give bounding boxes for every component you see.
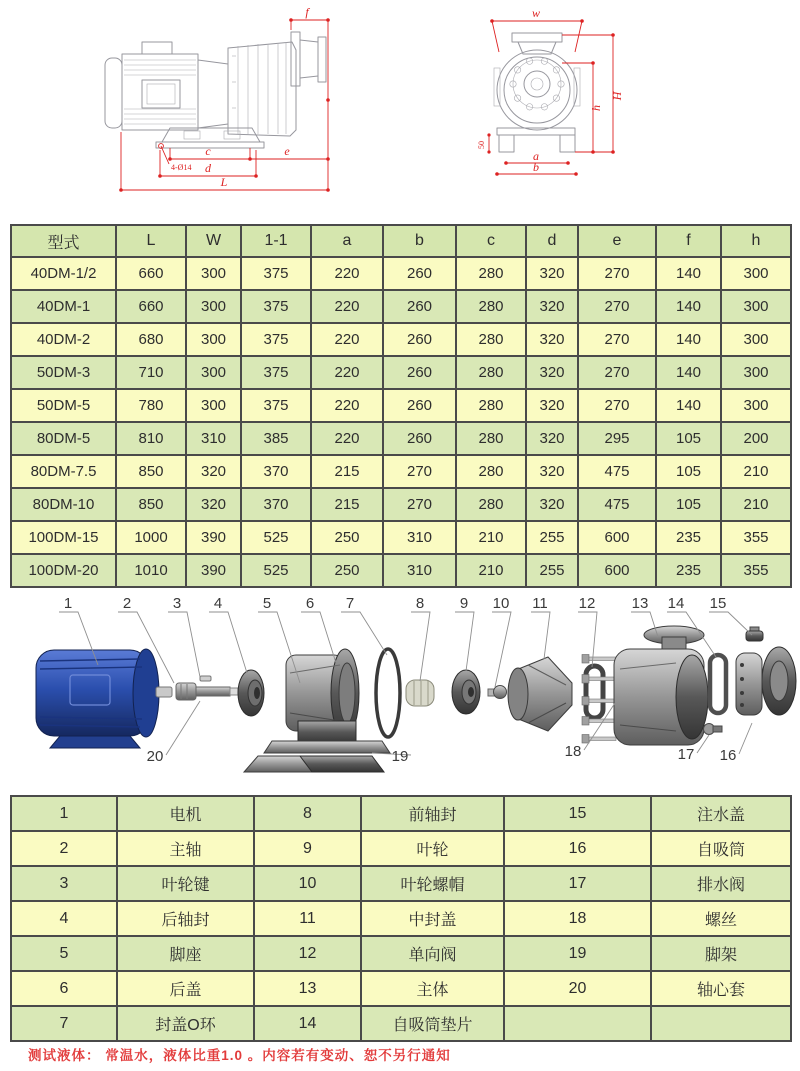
dim-label-a: a (533, 149, 539, 163)
parts-list-table (10, 795, 792, 1042)
dim-table-row (11, 554, 791, 587)
front-seal-illustration (406, 680, 434, 706)
part-number-callout: 12 (578, 595, 596, 612)
dim-value-cell: 370 (241, 488, 311, 521)
dim-col-header: d (526, 225, 578, 257)
dim-value-cell: 300 (186, 356, 241, 389)
dim-value-cell: 300 (721, 323, 791, 356)
dim-value-cell: 385 (241, 422, 311, 455)
dim-value-cell: 370 (241, 455, 311, 488)
dim-value-cell: 1000 (116, 521, 186, 554)
dim-value-cell: 375 (241, 356, 311, 389)
dim-value-cell: 475 (578, 455, 656, 488)
dim-value-cell: 280 (456, 389, 526, 422)
middle-cover-illustration (508, 657, 572, 731)
part-number-cell: 2 (11, 831, 117, 866)
dim-value-cell: 300 (186, 290, 241, 323)
dim-col-header: W (186, 225, 241, 257)
model-cell: 50DM-3 (11, 356, 116, 389)
dim-value-cell: 220 (311, 389, 383, 422)
dim-value-cell: 270 (383, 488, 456, 521)
callout-leader-line (739, 723, 752, 754)
part-name-cell: 后盖 (117, 971, 254, 1006)
dimension-table (10, 224, 792, 588)
dim-value-cell: 390 (186, 521, 241, 554)
dim-value-cell: 200 (721, 422, 791, 455)
dim-value-cell: 810 (116, 422, 186, 455)
dim-label-f: f (305, 5, 309, 19)
dim-label-d: d (205, 161, 211, 175)
model-cell: 40DM-1/2 (11, 257, 116, 290)
dim-value-cell: 270 (578, 323, 656, 356)
dim-value-cell: 220 (311, 422, 383, 455)
part-number-cell: 12 (254, 936, 361, 971)
dim-col-header: 1-1 (241, 225, 311, 257)
part-name-cell: 叶轮 (361, 831, 504, 866)
part-number-cell: 8 (254, 796, 361, 831)
callout-leader-line (709, 612, 752, 635)
dim-value-cell: 320 (526, 422, 578, 455)
part-number-cell: 19 (504, 936, 651, 971)
dim-value-cell: 1010 (116, 554, 186, 587)
part-number-callout: 1 (63, 595, 73, 612)
callout-leader-line (492, 612, 511, 687)
dim-value-cell: 140 (656, 257, 721, 290)
part-name-cell: 主轴 (117, 831, 254, 866)
parts-table-row (11, 936, 791, 971)
dim-value-cell: 250 (311, 554, 383, 587)
dim-value-cell: 850 (116, 488, 186, 521)
gasket-illustration (710, 655, 726, 713)
model-cell: 100DM-15 (11, 521, 116, 554)
dim-value-cell: 355 (721, 521, 791, 554)
model-cell: 40DM-1 (11, 290, 116, 323)
dim-value-cell: 310 (383, 521, 456, 554)
part-name-cell: 排水阀 (651, 866, 791, 901)
part-number-cell: 3 (11, 866, 117, 901)
part-number-callout: 17 (677, 746, 695, 763)
dim-value-cell: 260 (383, 323, 456, 356)
dim-value-cell: 320 (526, 257, 578, 290)
part-number-cell: 20 (504, 971, 651, 1006)
dim-value-cell: 235 (656, 554, 721, 587)
part-name-cell: 主体 (361, 971, 504, 1006)
callout-leader-line (455, 612, 474, 671)
dim-value-cell: 260 (383, 257, 456, 290)
model-cell: 80DM-10 (11, 488, 116, 521)
dim-value-cell: 375 (241, 290, 311, 323)
part-name-cell: 后轴封 (117, 901, 254, 936)
part-number-cell: 14 (254, 1006, 361, 1041)
parts-table-row (11, 1006, 791, 1041)
parts-table-row (11, 831, 791, 866)
part-name-cell: 单向阀 (361, 936, 504, 971)
dim-value-cell: 220 (311, 356, 383, 389)
dim-value-cell: 250 (311, 521, 383, 554)
part-number-callout: 16 (719, 747, 737, 764)
dim-value-cell: 300 (721, 356, 791, 389)
dim-value-cell: 280 (456, 422, 526, 455)
part-number-cell (504, 1006, 651, 1041)
dim-value-cell: 660 (116, 290, 186, 323)
parts-table-row (11, 971, 791, 1006)
part-number-cell: 9 (254, 831, 361, 866)
shaft-illustration (176, 676, 238, 700)
dim-value-cell: 300 (721, 257, 791, 290)
part-name-cell: 螺丝 (651, 901, 791, 936)
part-number-callout: 11 (532, 595, 548, 612)
part-name-cell: 自吸筒 (651, 831, 791, 866)
dim-label-holes: 4-Ø14 (171, 163, 192, 172)
dim-value-cell: 220 (311, 323, 383, 356)
dim-value-cell: 850 (116, 455, 186, 488)
part-number-callout: 10 (492, 595, 510, 612)
dim-col-header: L (116, 225, 186, 257)
dim-table-row (11, 521, 791, 554)
dim-value-cell: 280 (456, 290, 526, 323)
dim-value-cell: 210 (456, 554, 526, 587)
dim-value-cell: 220 (311, 257, 383, 290)
dim-value-cell: 235 (656, 521, 721, 554)
dim-value-cell: 320 (526, 455, 578, 488)
part-name-cell: 轴心套 (651, 971, 791, 1006)
dim-label-50: 50 (477, 141, 486, 149)
part-number-cell: 17 (504, 866, 651, 901)
dim-value-cell: 260 (383, 290, 456, 323)
dim-value-cell: 525 (241, 554, 311, 587)
dim-value-cell: 295 (578, 422, 656, 455)
priming-cap-illustration (746, 627, 763, 641)
part-number-callout: 13 (631, 595, 649, 612)
dim-table-header-row (11, 225, 791, 257)
dim-value-cell: 780 (116, 389, 186, 422)
dim-value-cell: 215 (311, 488, 383, 521)
part-number-callout: 2 (122, 595, 132, 612)
dim-value-cell: 270 (383, 455, 456, 488)
dim-value-cell: 280 (456, 455, 526, 488)
dim-table-row (11, 389, 791, 422)
part-name-cell: 注水盖 (651, 796, 791, 831)
self-priming-barrel-illustration (736, 647, 796, 715)
exploded-parts-diagram (0, 593, 800, 785)
impeller-illustration (452, 670, 480, 714)
dim-value-cell: 320 (526, 323, 578, 356)
callout-leader-line (168, 612, 200, 677)
part-number-callout: 19 (391, 748, 409, 765)
parts-table-row (11, 866, 791, 901)
part-number-callout: 18 (564, 743, 582, 760)
part-name-cell: 前轴封 (361, 796, 504, 831)
dim-col-header: c (456, 225, 526, 257)
model-cell: 40DM-2 (11, 323, 116, 356)
dim-value-cell: 375 (241, 257, 311, 290)
dim-label-c: c (205, 144, 211, 158)
dim-value-cell: 355 (721, 554, 791, 587)
dim-value-cell: 600 (578, 554, 656, 587)
part-number-cell: 18 (504, 901, 651, 936)
dim-value-cell: 310 (186, 422, 241, 455)
dim-value-cell: 270 (578, 290, 656, 323)
motor-illustration (36, 649, 172, 748)
dim-value-cell: 255 (526, 521, 578, 554)
callout-leader-line (531, 612, 550, 659)
dim-value-cell: 375 (241, 389, 311, 422)
dim-value-cell: 525 (241, 521, 311, 554)
side-view-pump-outline (105, 32, 326, 148)
dim-label-h: h (589, 105, 603, 111)
dim-label-L: L (220, 175, 228, 189)
model-cell: 100DM-20 (11, 554, 116, 587)
foot-bracket-illustration (244, 756, 384, 772)
part-name-cell: 叶轮螺帽 (361, 866, 504, 901)
dim-value-cell: 260 (383, 422, 456, 455)
callout-leader-line (584, 703, 615, 750)
dim-value-cell: 280 (456, 488, 526, 521)
model-cell: 80DM-7.5 (11, 455, 116, 488)
model-cell: 80DM-5 (11, 422, 116, 455)
dim-value-cell: 140 (656, 356, 721, 389)
dim-value-cell: 680 (116, 323, 186, 356)
part-name-cell: 电机 (117, 796, 254, 831)
footer-note: 测试液体： 常温水，液体比重1.0 。内容若有变动、恕不另行通知 (28, 1048, 451, 1063)
dim-value-cell: 300 (186, 323, 241, 356)
drain-valve-illustration (704, 724, 723, 735)
dim-value-cell: 660 (116, 257, 186, 290)
dim-table-row (11, 455, 791, 488)
dim-value-cell: 300 (721, 389, 791, 422)
dim-value-cell: 280 (456, 323, 526, 356)
part-name-cell: 叶轮键 (117, 866, 254, 901)
part-number-cell: 10 (254, 866, 361, 901)
part-number-callout: 9 (459, 595, 469, 612)
front-view-drawing (452, 4, 692, 204)
dim-value-cell: 260 (383, 356, 456, 389)
part-number-cell: 11 (254, 901, 361, 936)
dim-label-e: e (284, 144, 290, 158)
model-cell: 50DM-5 (11, 389, 116, 422)
callout-leader-line (209, 612, 247, 673)
dim-value-cell: 140 (656, 290, 721, 323)
part-number-cell: 13 (254, 971, 361, 1006)
callout-leader-line (341, 612, 387, 655)
part-name-cell (651, 1006, 791, 1041)
dim-table-row (11, 323, 791, 356)
callout-leader-line (411, 612, 430, 681)
part-number-callout: 5 (262, 595, 272, 612)
dim-table-row (11, 290, 791, 323)
dim-value-cell: 320 (526, 488, 578, 521)
part-number-cell: 15 (504, 796, 651, 831)
front-view-pump-outline (494, 33, 580, 152)
part-number-callout: 14 (667, 595, 685, 612)
dim-value-cell: 310 (383, 554, 456, 587)
dim-value-cell: 210 (721, 455, 791, 488)
dim-col-header: f (656, 225, 721, 257)
dim-value-cell: 210 (721, 488, 791, 521)
side-view-dimensions (119, 5, 330, 192)
dim-col-header: e (578, 225, 656, 257)
part-number-cell: 1 (11, 796, 117, 831)
part-name-cell: 自吸筒垫片 (361, 1006, 504, 1041)
dim-value-cell: 280 (456, 356, 526, 389)
dim-table-row (11, 422, 791, 455)
dim-value-cell: 210 (456, 521, 526, 554)
dim-value-cell: 600 (578, 521, 656, 554)
dim-value-cell: 475 (578, 488, 656, 521)
parts-table-row (11, 901, 791, 936)
dim-col-header: a (311, 225, 383, 257)
part-number-callout: 15 (709, 595, 727, 612)
dim-value-cell: 300 (186, 257, 241, 290)
dim-value-cell: 320 (186, 488, 241, 521)
callout-leader-line (166, 701, 200, 755)
dim-value-cell: 300 (721, 290, 791, 323)
part-name-cell: 脚架 (651, 936, 791, 971)
dim-value-cell: 375 (241, 323, 311, 356)
part-number-callout: 6 (305, 595, 315, 612)
dim-col-header: b (383, 225, 456, 257)
part-number-cell: 4 (11, 901, 117, 936)
dim-value-cell: 320 (526, 290, 578, 323)
dim-value-cell: 220 (311, 290, 383, 323)
rear-cover-and-pedestal-illustration (264, 649, 390, 753)
part-name-cell: 封盖O环 (117, 1006, 254, 1041)
dim-value-cell: 105 (656, 455, 721, 488)
dim-table-row (11, 257, 791, 290)
dim-table-row (11, 356, 791, 389)
dim-value-cell: 215 (311, 455, 383, 488)
part-number-callout: 7 (345, 595, 355, 612)
o-ring-illustration (376, 649, 400, 737)
part-number-callout: 8 (415, 595, 425, 612)
part-number-callout: 3 (172, 595, 182, 612)
dim-value-cell: 320 (186, 455, 241, 488)
dim-value-cell: 140 (656, 389, 721, 422)
parts-table-row (11, 796, 791, 831)
part-number-cell: 5 (11, 936, 117, 971)
dim-label-w: w (531, 6, 541, 20)
dim-label-H: H (610, 91, 624, 101)
dim-value-cell: 105 (656, 422, 721, 455)
side-view-drawing (84, 4, 342, 212)
part-number-callout: 4 (213, 595, 223, 612)
dim-col-header: 型式 (11, 225, 116, 257)
dim-value-cell: 270 (578, 356, 656, 389)
dim-value-cell: 710 (116, 356, 186, 389)
dim-value-cell: 390 (186, 554, 241, 587)
dim-value-cell: 260 (383, 389, 456, 422)
part-name-cell: 中封盖 (361, 901, 504, 936)
impeller-nut-illustration (488, 686, 507, 699)
dim-value-cell: 280 (456, 257, 526, 290)
dim-value-cell: 140 (656, 323, 721, 356)
dim-col-header: h (721, 225, 791, 257)
dim-value-cell: 105 (656, 488, 721, 521)
dim-value-cell: 255 (526, 554, 578, 587)
part-number-callout: 20 (146, 748, 164, 765)
dim-value-cell: 320 (526, 356, 578, 389)
dim-label-b: b (533, 160, 539, 174)
dim-value-cell: 270 (578, 389, 656, 422)
dim-value-cell: 300 (186, 389, 241, 422)
part-number-cell: 6 (11, 971, 117, 1006)
rear-seal-illustration (238, 670, 264, 716)
dim-value-cell: 270 (578, 257, 656, 290)
part-number-cell: 7 (11, 1006, 117, 1041)
one-way-valve-illustration (586, 666, 603, 718)
part-name-cell: 脚座 (117, 936, 254, 971)
dim-table-row (11, 488, 791, 521)
dim-value-cell: 320 (526, 389, 578, 422)
part-number-cell: 16 (504, 831, 651, 866)
